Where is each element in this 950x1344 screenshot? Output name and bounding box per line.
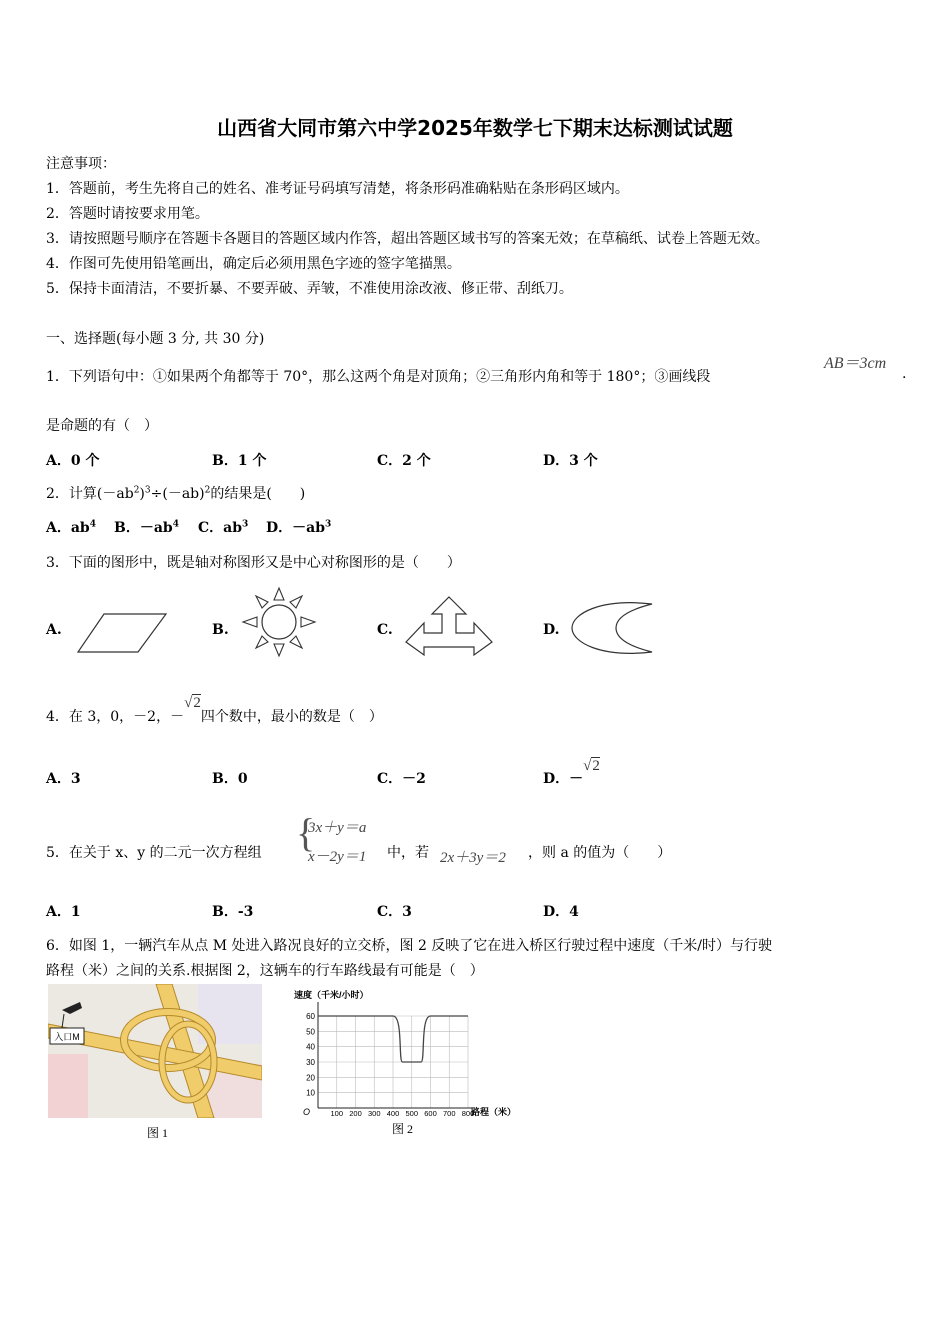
chart-xtick-label: 300 [367, 1109, 381, 1118]
question-5-suffix: ，则 a 的值为（ ） [528, 845, 672, 861]
question-2-text [46, 483, 305, 503]
question-5-option-b[interactable]: B．-3 [212, 904, 254, 920]
sqrt-radicand: 2 [592, 758, 600, 774]
chart-xtick-label: 400 [386, 1109, 400, 1118]
q4-prefix: 4．在 3，0，－2，－ [46, 709, 185, 725]
section-heading: 一、选择题(每小题 3 分, 共 30 分) [46, 331, 265, 347]
question-5-option-d[interactable]: D．4 [543, 904, 579, 920]
question-5-option-c[interactable]: C．3 [377, 904, 412, 920]
question-1-math: AB＝3cm [824, 355, 887, 372]
question-1-option-a[interactable]: A．0 个 [46, 453, 100, 469]
brace-symbol: { [296, 810, 316, 855]
entry-label: 入口M [54, 1032, 80, 1042]
chart-xtick-label: 200 [349, 1109, 362, 1118]
equation-2: x－2y＝1 [308, 849, 367, 865]
question-1-option-c[interactable]: C．2 个 [377, 453, 431, 469]
q2-mid: ÷(－ab) [150, 486, 205, 502]
question-2-option-d[interactable]: D．$-ab^3$ [266, 519, 332, 536]
sqrt-symbol: √2 [583, 758, 600, 774]
sqrt-radicand: 2 [193, 695, 201, 711]
question-3-option-a[interactable]: A. [46, 622, 62, 638]
question-2-option-a[interactable]: A．$ab^4$ [46, 519, 96, 536]
question-1-option-d[interactable]: D．3 个 [543, 453, 598, 469]
question-3-option-c[interactable]: C. [377, 622, 393, 638]
parallelogram-figure [76, 610, 170, 656]
question-4-text [46, 695, 383, 726]
notice-item: 3．请按照题号顺序在答题卡各题目的答题区域内作答，超出答题区域书写的答案无效；在草稿纸、试卷上答题无效。 [46, 231, 769, 247]
chart-origin-label: O [303, 1107, 311, 1117]
notice-heading: 注意事项： [46, 156, 116, 172]
equation-1: 3x＋y＝a [308, 820, 367, 836]
sqrt-symbol: √2 [184, 695, 201, 711]
q2-sup: 3 [144, 485, 151, 496]
question-1-text: 1．下列语句中：①如果两个角都等于 70°，那么这两个角是对顶角；②三角形内角和等于 180°；③画线段 [46, 369, 711, 385]
chart-ytick-label: 10 [306, 1088, 315, 1098]
question-2-option-c[interactable]: C．$ab^3$ [198, 519, 249, 536]
question-5-option-a[interactable]: A．1 [46, 904, 81, 920]
q4-suffix: 四个数中，最小的数是（ ） [200, 709, 383, 725]
question-5-mid: 中，若 [387, 845, 429, 861]
q2-sup: 2 [133, 485, 140, 496]
chart-ytick-label: 20 [306, 1073, 315, 1083]
question-6-text-line2: 路程（米）之间的关系.根据图 2，这辆车的行车路线最有可能是（ ） [46, 963, 484, 979]
chart-xtick-label: 600 [424, 1109, 437, 1118]
interchange-map [48, 984, 262, 1118]
notice-item: 4．作图可先使用铅笔画出，确定后必须用黑色字迹的签字笔描黑。 [46, 256, 461, 272]
notice-item: 2．答题时请按要求用笔。 [46, 206, 209, 222]
question-2-option-b[interactable]: B．$-ab^4$ [114, 519, 179, 536]
crescent-figure [570, 600, 656, 656]
question-1-option-b[interactable]: B．1 个 [212, 453, 267, 469]
figure-2-caption: 图 2 [392, 1122, 414, 1136]
condition-equation: 2x＋3y＝2 [440, 850, 506, 866]
chart-xlabel: 路程（米） [471, 1107, 517, 1117]
chart-ytick-label: 40 [306, 1042, 315, 1052]
chart-xtick-label: 100 [330, 1109, 344, 1118]
chart-xtick-label: 500 [405, 1109, 419, 1118]
speed-distance-chart [290, 988, 522, 1122]
notice-item: 1．答题前，考生先将自己的姓名、准考证号码填写清楚，将条形码准确粘贴在条形码区域内。 [46, 181, 629, 197]
question-4-option-b[interactable]: B．0 [212, 771, 248, 787]
question-1-text-line2: 是命题的有（ ） [46, 418, 158, 434]
sun-figure [238, 584, 320, 660]
page-title: 山西省大同市第六中学2025年数学七下期末达标测试试题 [217, 116, 733, 140]
q2-suffix: 的结果是( ) [210, 486, 306, 502]
notice-item: 5．保持卡面清洁，不要折暴、不要弄破、弄皱，不准使用涂改液、修正带、刮纸刀。 [46, 281, 573, 297]
question-4-option-a[interactable]: A．3 [46, 771, 81, 787]
figure-1-caption: 图 1 [147, 1126, 169, 1140]
question-5-prefix: 5．在关于 x、y 的二元一次方程组 [46, 845, 262, 861]
chart-ytick-label: 60 [306, 1012, 315, 1021]
question-3-option-d[interactable]: D. [543, 622, 560, 638]
q2-mid: ) [139, 486, 145, 502]
q2-sup: 2 [204, 485, 211, 496]
question-4-option-c[interactable]: C．－2 [377, 771, 426, 787]
chart-ytick-label: 30 [306, 1058, 315, 1067]
chart-ytick-label: 50 [306, 1027, 315, 1037]
chart-ylabel: 速度（千米/小时） [294, 990, 369, 1000]
chart-xtick-label: 800 [461, 1109, 475, 1118]
question-3-option-b[interactable]: B. [212, 622, 229, 638]
question-4-option-d[interactable]: D．－√2 [543, 758, 600, 787]
three-way-arrow-figure [404, 595, 494, 657]
question-6-text: 6．如图 1，一辆汽车从点 M 处进入路况良好的立交桥，图 2 反映了它在进入桥区行驶过程中速度（千米/时）与行驶 [46, 938, 773, 954]
q2-prefix: 2．计算(－ab [46, 486, 134, 502]
question-3-text: 3．下面的图形中，既是轴对称图形又是中心对称图形的是（ ） [46, 555, 461, 571]
question-1-period: . [902, 366, 907, 382]
chart-xtick-label: 700 [442, 1109, 456, 1118]
